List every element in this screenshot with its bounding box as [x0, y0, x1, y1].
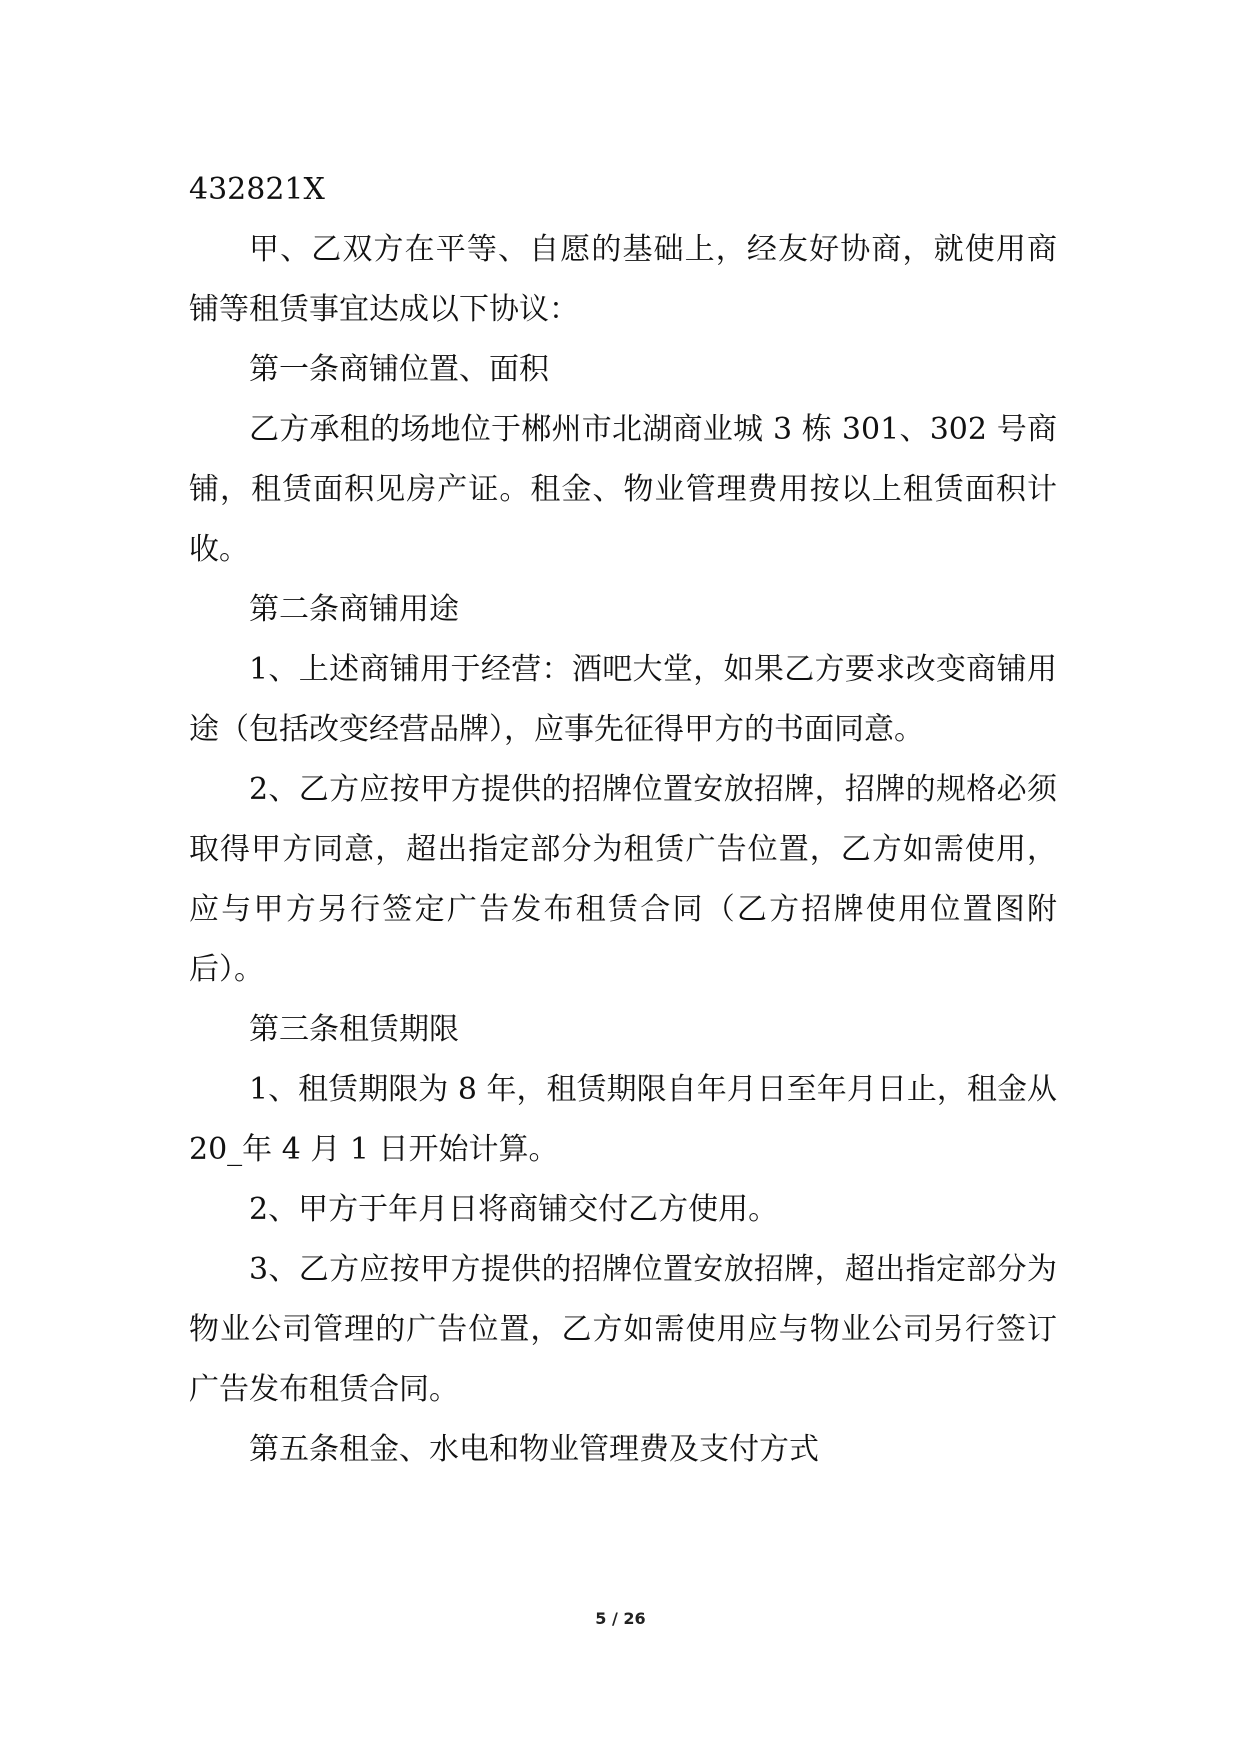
- page-number: 5 / 26: [595, 1609, 646, 1628]
- article-2-heading: 第二条商铺用途: [249, 592, 459, 627]
- article-1-location: 乙方承租的场地位于郴州市北湖商业城 3 栋 301、302 号商铺，租赁面积见房产证。租金、物业管理费用按以上租赁面积计收。: [189, 412, 1057, 567]
- article-3-clause-2: 2、甲方于年月日将商铺交付乙方使用。: [249, 1192, 779, 1227]
- article-3-clause-3: 3、乙方应按甲方提供的招牌位置安放招牌，超出指定部分为物业公司管理的广告位置，乙方如需使用应与物业公司另行签订广告发布租赁合同。: [189, 1252, 1057, 1407]
- article-3-clause-1: 1、租赁期限为 8 年，租赁期限自年月日至年月日止，租金从 20_年 4 月 1 日开始计算。: [189, 1072, 1057, 1167]
- paragraph-id-number: 432821X: [189, 172, 325, 207]
- document-body: [189, 160, 1057, 1480]
- paragraph-agreement-intro: 甲、乙双方在平等、自愿的基础上，经友好协商，就使用商铺等租赁事宜达成以下协议：: [189, 232, 1057, 327]
- article-2-clause-1: 1、上述商铺用于经营：酒吧大堂，如果乙方要求改变商铺用途（包括改变经营品牌），应事先征得甲方的书面同意。: [189, 652, 1057, 747]
- article-5-heading: 第五条租金、水电和物业管理费及支付方式: [249, 1432, 819, 1467]
- article-2-clause-2: 2、乙方应按甲方提供的招牌位置安放招牌，招牌的规格必须取得甲方同意，超出指定部分为租赁广告位置，乙方如需使用，应与甲方另行签定广告发布租赁合同（乙方招牌使用位置图附后）。: [189, 772, 1057, 987]
- article-1-heading: 第一条商铺位置、面积: [249, 352, 549, 387]
- article-3-heading: 第三条租赁期限: [249, 1012, 459, 1047]
